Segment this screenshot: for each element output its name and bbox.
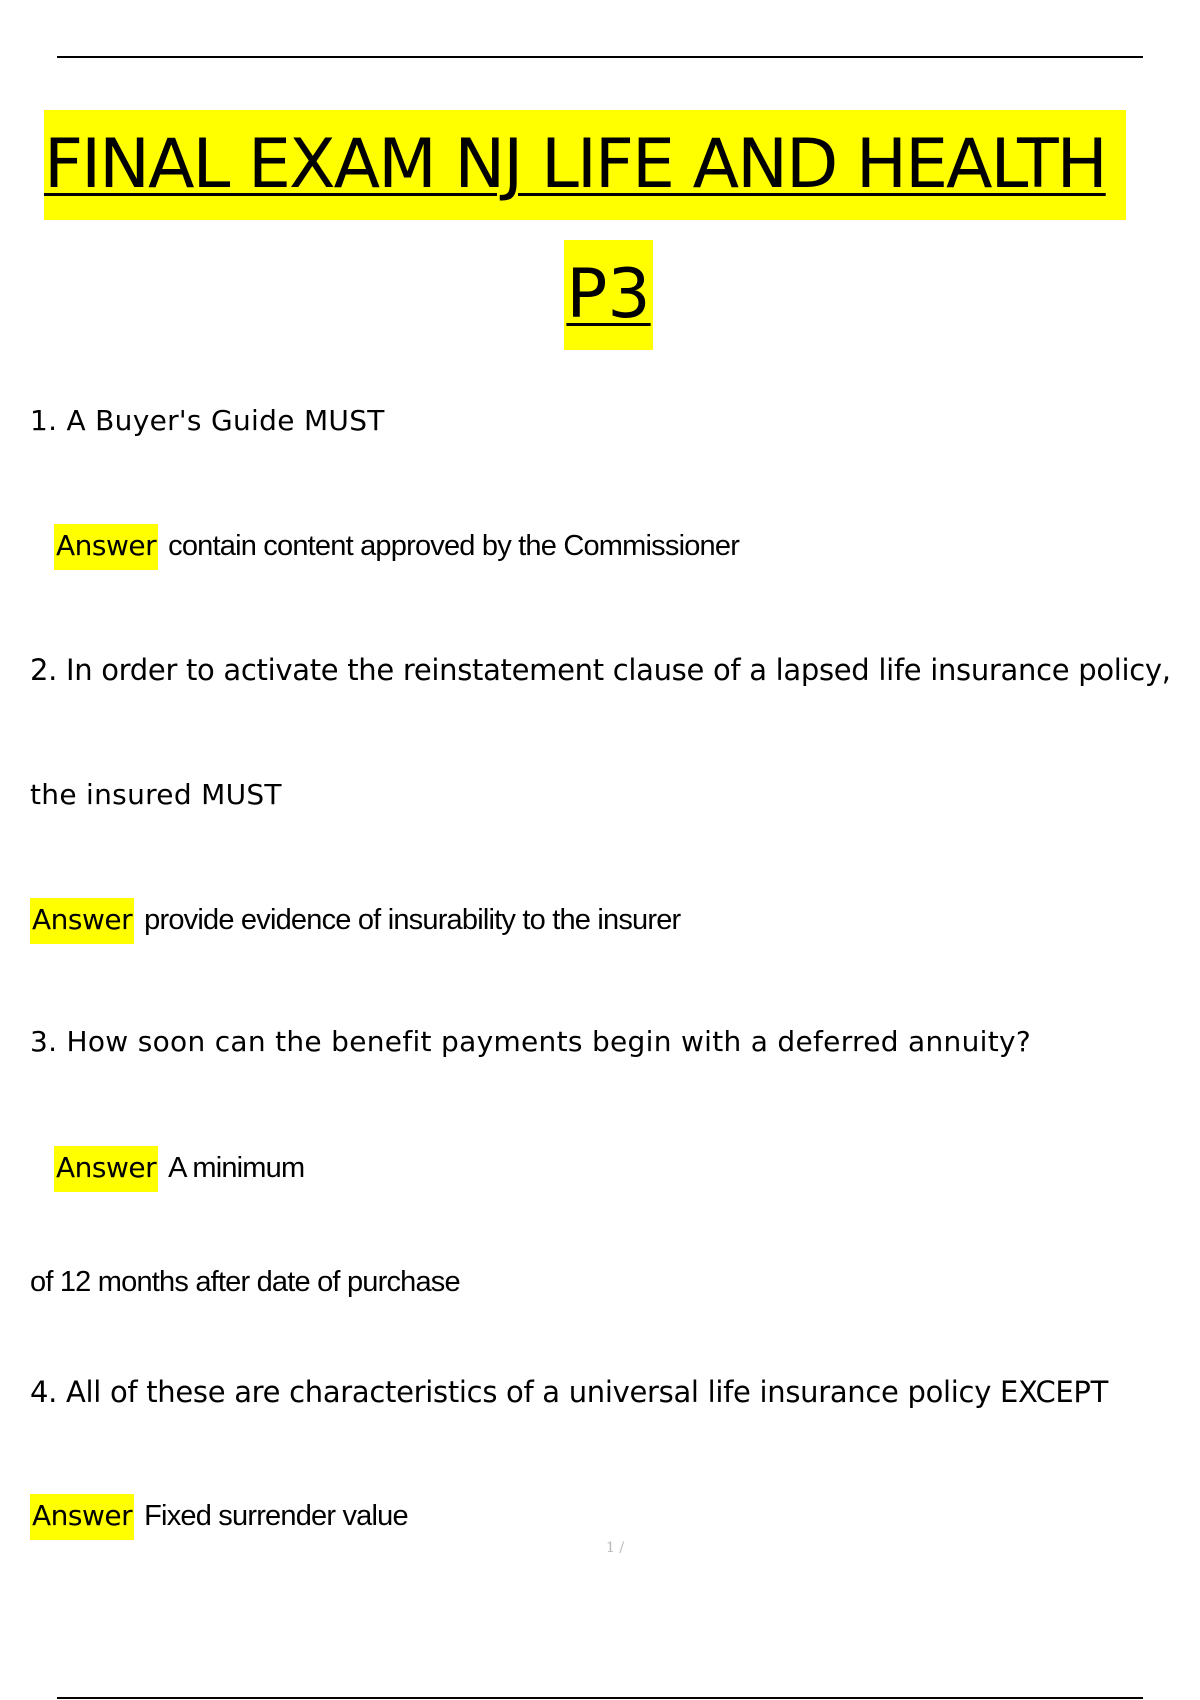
answer-label: Answer: [54, 1146, 158, 1192]
answer-2: [30, 898, 680, 944]
page-number: 1 /: [606, 1540, 625, 1556]
question-2-line-1: 2. In order to activate the reinstatement clause of a lapsed life insurance policy,: [30, 653, 1171, 687]
question-2-line-2: the insured MUST: [30, 778, 282, 811]
answer-label: Answer: [30, 898, 134, 944]
question-3: 3. How soon can the benefit payments begin with a deferred annuity?: [30, 1025, 1032, 1058]
title-line-1: FINAL EXAM NJ LIFE AND HEALTH: [44, 110, 1126, 220]
question-1: 1. A Buyer's Guide MUST: [30, 404, 385, 437]
top-rule: [57, 56, 1143, 58]
bottom-rule: [57, 1697, 1143, 1699]
answer-3-continued: of 12 months after date of purchase: [30, 1266, 460, 1298]
answer-3: [54, 1146, 304, 1192]
answer-4: [30, 1494, 408, 1540]
answer-text: provide evidence of insurability to the insurer: [144, 904, 681, 936]
document-title-continued: [0, 240, 1200, 350]
question-4: 4. All of these are characteristics of a universal life insurance policy EXCEPT: [30, 1375, 1109, 1409]
answer-label: Answer: [54, 524, 158, 570]
document-title: [44, 110, 1200, 220]
answer-text: A minimum: [168, 1152, 305, 1184]
title-line-2: P3: [564, 240, 652, 350]
answer-label: Answer: [30, 1494, 134, 1540]
answer-text: Fixed surrender value: [144, 1500, 408, 1532]
answer-text: contain content approved by the Commissioner: [168, 530, 740, 562]
answer-1: [54, 524, 739, 570]
